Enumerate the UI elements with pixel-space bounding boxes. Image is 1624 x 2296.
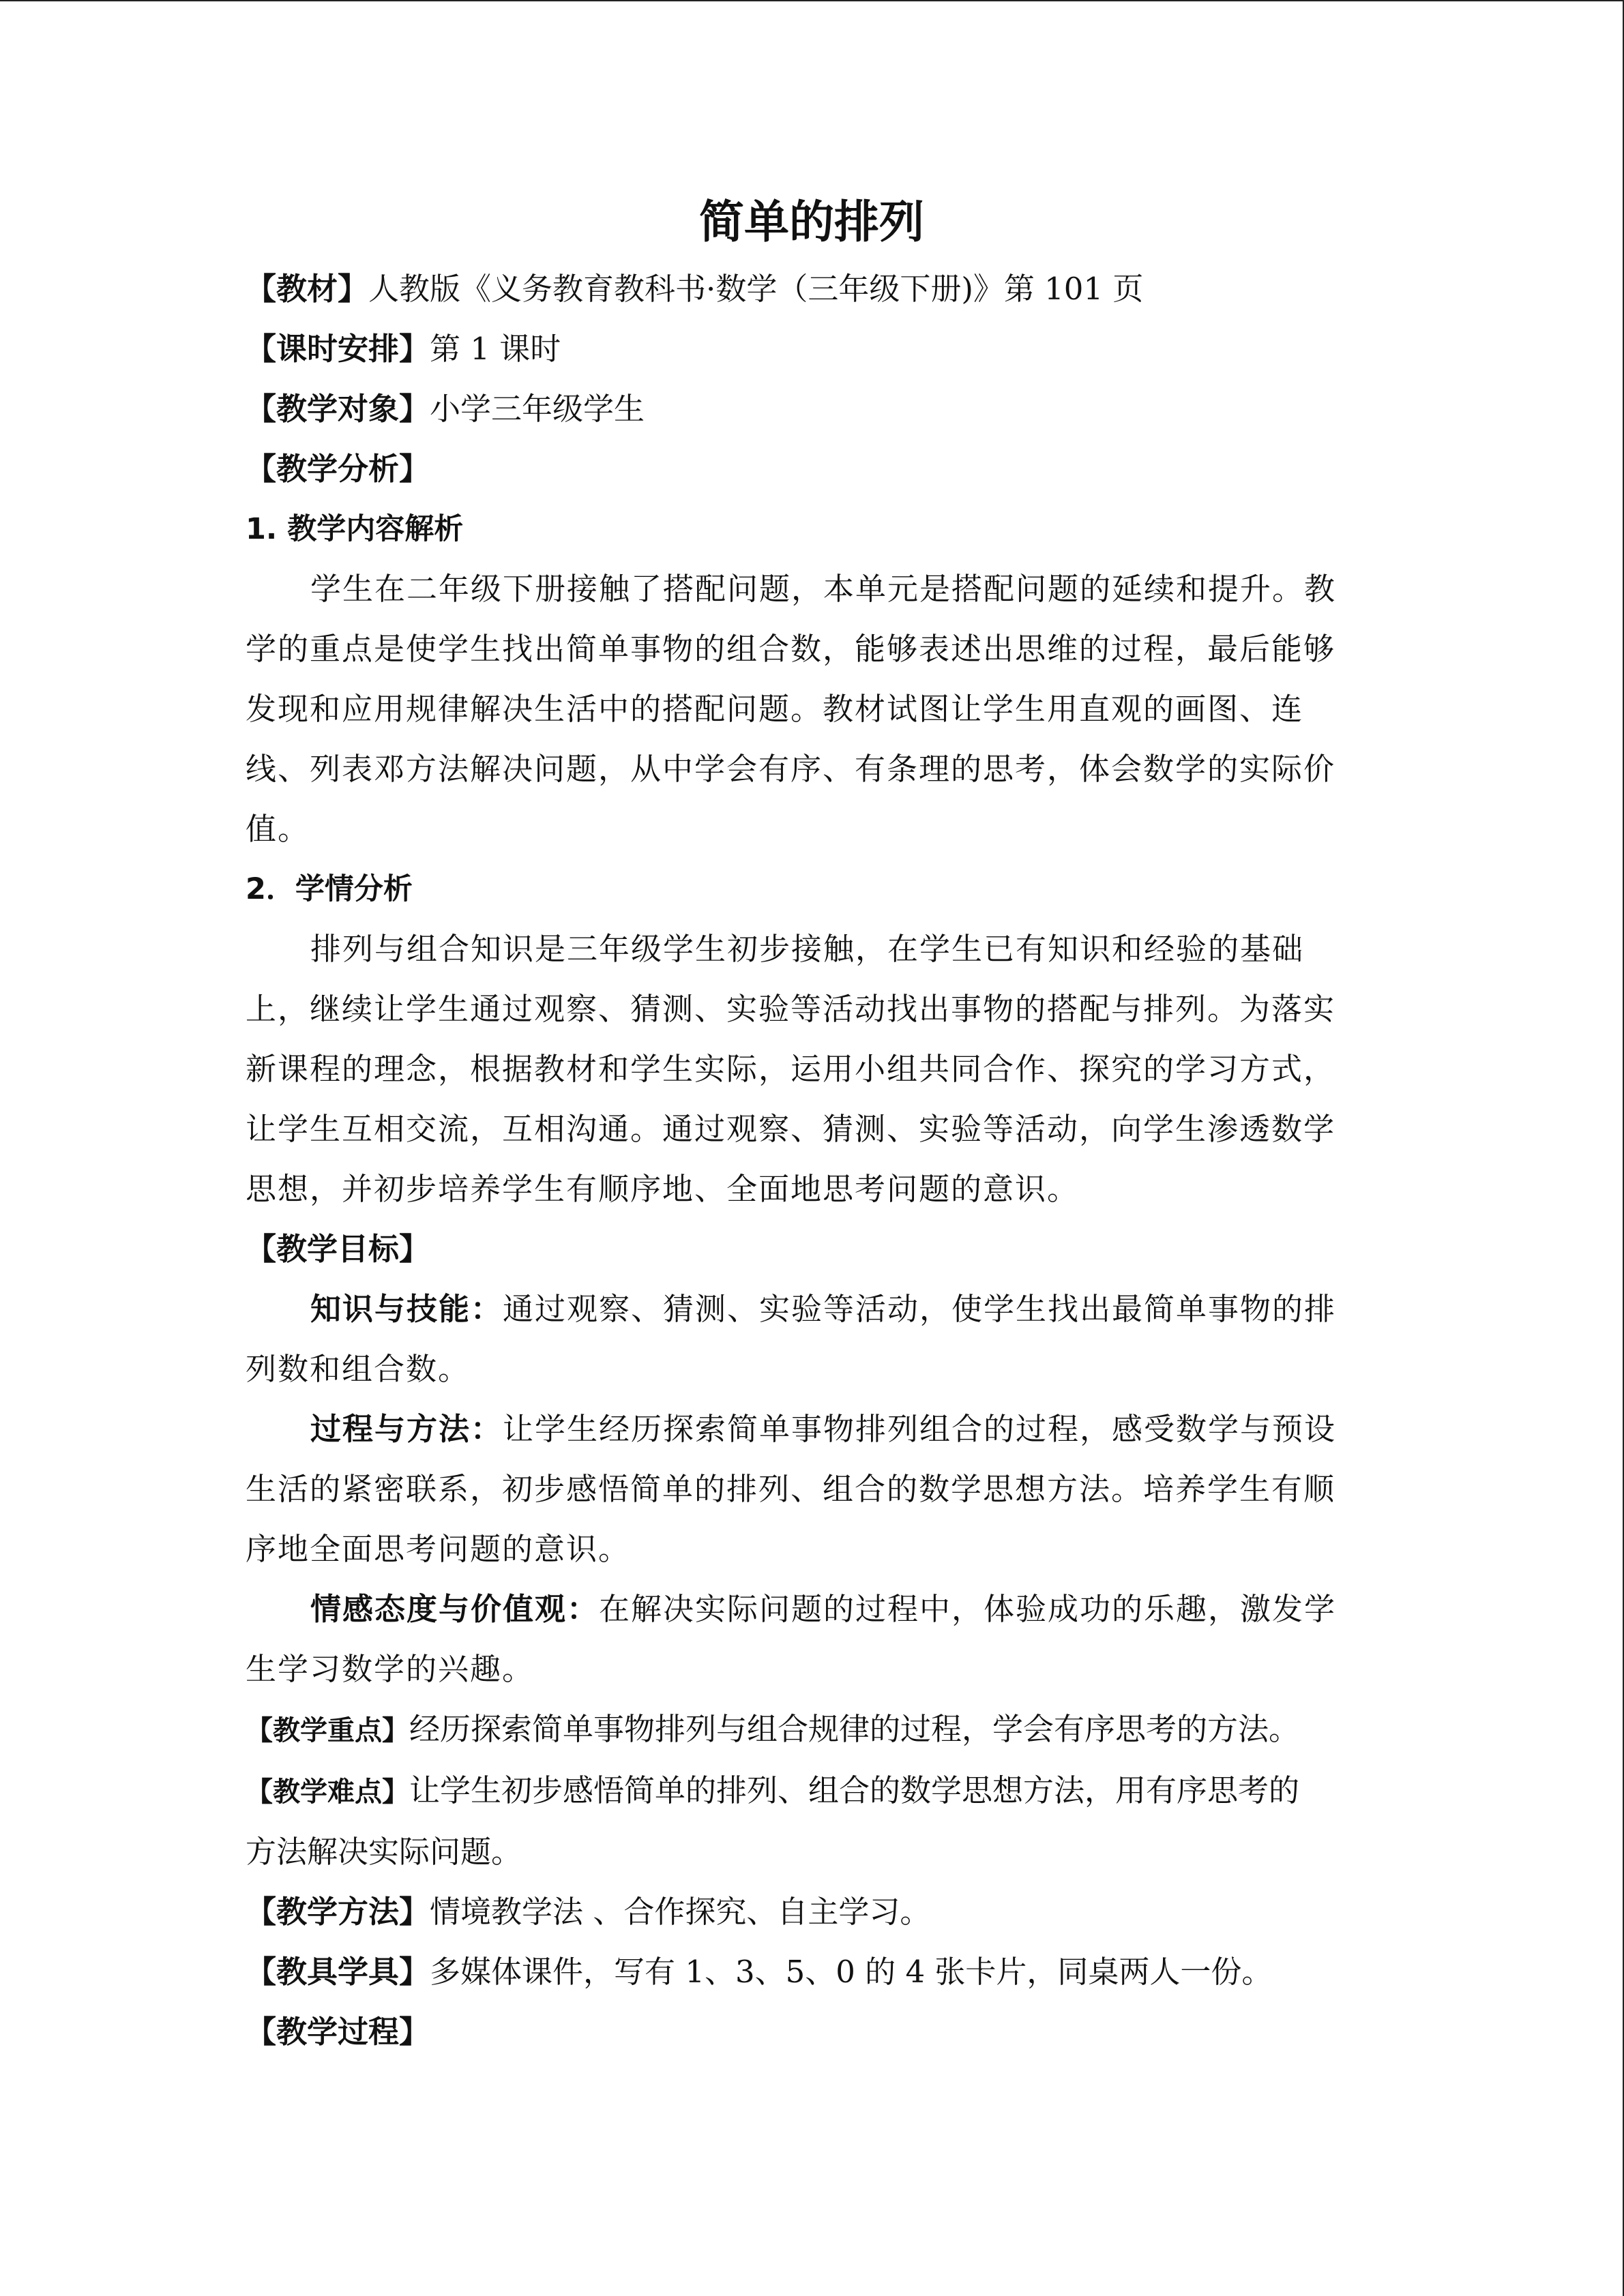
knowledge-goal-text: 通过观察、猜测、实验等活动，使学生找出最简单事物的排	[503, 1291, 1337, 1327]
knowledge-goal-label: 知识与技能：	[310, 1291, 503, 1327]
knowledge-goal-line-2: 列数和组合数。	[246, 1351, 471, 1387]
process-goal-line-3: 序地全面思考问题的意识。	[246, 1531, 631, 1567]
document-title: 简单的排列	[699, 196, 924, 248]
schedule-line	[246, 319, 1378, 379]
content-analysis-line-2: 学的重点是使学生找出简单事物的组合数，能够表述出思维的过程，最后能够	[246, 631, 1336, 667]
textbook-line	[246, 259, 1378, 319]
difficulties-line-2: 方法解决实际问题。	[246, 1834, 522, 1870]
document-body	[246, 192, 1378, 2062]
student-analysis-line-2: 上，继续让学生通过观察、猜测、实验等活动找出事物的搭配与排列。为落实	[246, 991, 1336, 1027]
audience-value: 小学三年级学生	[430, 391, 645, 427]
goals-heading: 【教学目标】	[246, 1231, 430, 1267]
difficulties-line-1	[246, 1761, 1378, 1822]
process-goal-label: 过程与方法：	[310, 1411, 503, 1447]
key-points-label: 【教学重点】	[246, 1715, 409, 1746]
textbook-value: 人教版《义务教育教科书·数学（三年级下册)》第 101 页	[368, 271, 1144, 307]
tools-value: 多媒体课件，写有 1、3、5、0 的 4 张卡片，同桌两人一份。	[430, 1954, 1273, 1990]
key-points-line	[246, 1699, 1378, 1761]
emotion-goal-line-2: 生学习数学的兴趣。	[246, 1651, 535, 1687]
methods-value: 情境教学法 、合作探究、自主学习。	[430, 1894, 931, 1930]
emotion-goal-label: 情感态度与价值观：	[310, 1591, 600, 1627]
student-analysis-heading: 2．学情分析	[246, 872, 413, 906]
audience-label: 【教学对象】	[246, 391, 430, 427]
tools-label: 【教具学具】	[246, 1954, 430, 1990]
student-analysis-line-3: 新课程的理念，根据教材和学生实际，运用小组共同合作、探究的学习方式，	[246, 1051, 1336, 1087]
emotion-goal-text: 在解决实际问题的过程中，体验成功的乐趣，激发学	[599, 1591, 1337, 1627]
student-analysis-line-4: 让学生互相交流，互相沟通。通过观察、猜测、实验等活动，向学生渗透数学	[246, 1111, 1336, 1147]
tools-line	[246, 1942, 1378, 2002]
analysis-heading: 【教学分析】	[246, 451, 430, 487]
methods-line	[246, 1882, 1378, 1942]
knowledge-goal-line-1	[246, 1279, 1378, 1339]
audience-line	[246, 379, 1378, 439]
content-analysis-heading: 1. 教学内容解析	[246, 512, 464, 546]
process-goal-line-1	[246, 1399, 1378, 1459]
student-analysis-line-5: 思想，并初步培养学生有顺序地、全面地思考问题的意识。	[246, 1171, 1080, 1207]
process-heading-line	[246, 2002, 1378, 2062]
textbook-label: 【教材】	[246, 271, 369, 307]
methods-label: 【教学方法】	[246, 1894, 430, 1930]
process-goal-line-2: 生活的紧密联系，初步感悟简单的排列、组合的数学思想方法。培养学生有顺	[246, 1471, 1336, 1507]
schedule-label: 【课时安排】	[246, 331, 430, 367]
key-points-value: 经历探索简单事物排列与组合规律的过程，学会有序思考的方法。	[409, 1711, 1300, 1747]
schedule-value: 第 1 课时	[430, 331, 561, 367]
student-analysis-line-1: 排列与组合知识是三年级学生初步接触，在学生已有知识和经验的基础	[310, 931, 1305, 967]
process-goal-text: 让学生经历探索简单事物排列组合的过程，感受数学与预设	[503, 1411, 1337, 1447]
difficulties-label: 【教学难点】	[246, 1776, 409, 1808]
difficulties-value: 让学生初步感悟简单的排列、组合的数学思想方法，用有序思考的	[409, 1772, 1300, 1808]
process-heading: 【教学过程】	[246, 2014, 430, 2050]
goals-heading-line	[246, 1219, 1378, 1279]
analysis-heading-line	[246, 439, 1378, 499]
content-analysis-line-3: 发现和应用规律解决生活中的搭配问题。教材试图让学生用直观的画图、连	[246, 691, 1304, 727]
content-analysis-line-4: 线、列表邓方法解决问题，从中学会有序、有条理的思考，体会数学的实际价	[246, 751, 1336, 787]
content-analysis-line-1: 学生在二年级下册接触了搭配问题，本单元是搭配问题的延续和提升。教	[310, 571, 1337, 607]
emotion-goal-line-1	[246, 1579, 1378, 1639]
content-analysis-line-5: 值。	[246, 811, 310, 847]
